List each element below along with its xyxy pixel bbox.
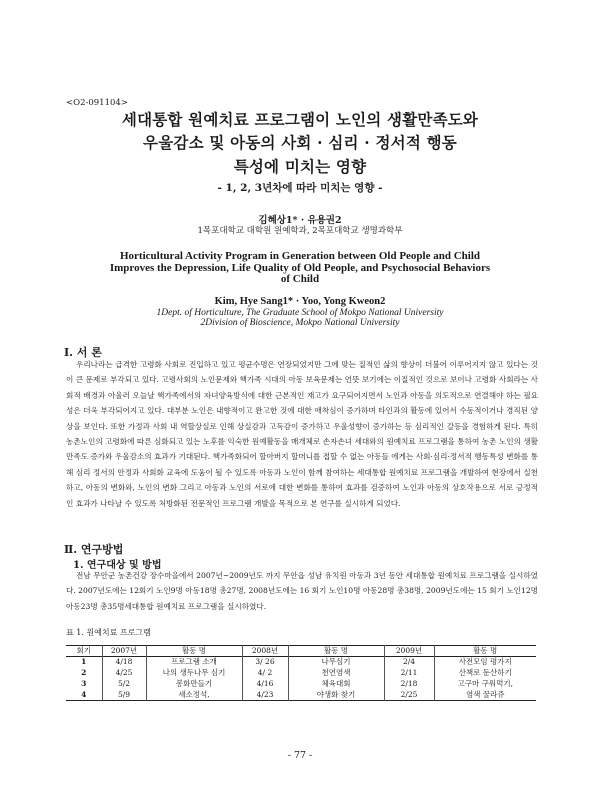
subsection-heading-subjects: 1. 연구대상 및 방법: [73, 560, 162, 571]
table-cell: 산책로 둔산하기: [434, 668, 536, 679]
authors-korean: 김혜상1* · 유용권2: [258, 215, 342, 226]
page-number: - 77 -: [287, 750, 313, 761]
table-cell: 봉화만들기: [146, 679, 242, 690]
title-korean-line-2: 우울감소 및 아동의 사회 · 심리 · 정서적 행동: [143, 133, 457, 152]
title-english-line-3: of Child: [280, 273, 320, 285]
title-english: [0, 251, 600, 286]
title-english-line-2: Improves the Depression, Life Quality of Old People, and Psychosocial Behaviors: [109, 261, 491, 274]
table-row: [66, 690, 536, 701]
program-table: [66, 645, 536, 701]
table-header-cell: 2009년: [384, 646, 434, 657]
title-korean-line-3: 특성에 미치는 영향: [233, 157, 367, 176]
table-header-row: [66, 646, 536, 657]
table-cell: 3: [81, 679, 87, 688]
table-cell: 2/25: [384, 690, 434, 701]
table-cell: 프로그램 소개: [146, 657, 242, 668]
table-cell: 2/18: [384, 679, 434, 690]
table-cell: 5/2: [102, 679, 146, 690]
table-cell: 천연염색: [288, 668, 384, 679]
table-row: [66, 668, 536, 679]
table-cell: 2/11: [384, 668, 434, 679]
table-header-cell: 2007년: [102, 646, 146, 657]
table-header-cell: 회기: [76, 646, 91, 655]
table-cell: 체육대회: [288, 679, 384, 690]
table-cell: 새소정석,: [146, 690, 242, 701]
table-cell: 나무심기: [288, 657, 384, 668]
table-cell: 1: [81, 657, 87, 667]
title-korean-line-1: 세대통합 원예치료 프로그램이 노인의 생활만족도와: [121, 110, 479, 129]
introduction-paragraph: 우리나라는 급격한 고령화 사회로 진입하고 있고 평균수명은 연장되었지만 그에 맞는 질적인 삶의 향상이 더불어 이루어지지 않고 있다는 것이 큰 문제로 부각되고 있다. 고령사회의 노인문제와 핵가족 시대의 아동 보육문제는 언뜻 보기에는 이질적인 것으로 보이나 고령화 사회라는 사회적 배경과 아울러 오늘날 핵가족에서의 자녀양육방식에 대한 근본적인 재고가 요구되어지면서 노인과 아동을 의도적으로 연결해야 하는 필요성은 더욱 부각되어지고 있다. 대부분 노인은 내향적이고 완고한 것에 대한 애착심이 증가하며 타인과의 활동에 있어서 수동적이거나 경직된 양상을 보인다. 또한 가정과 사회 내 역할상실로 인해 상실감과 고독감이 증가하고 우울성향이 증가하는 등 심리적인 갈등을 경험하게 된다. 특히 농촌노인의 고령화에 따른 심화되고 있는 노후를 익숙한 원예활동을 매개체로 손자손녀 세대와의 원예치료 프로그램을 통하여 농촌 노인의 생활만족도 증가와 우울감소의 효과가 기대된다. 핵가족화되어 할아버지 할머니를 접할 수 없는 아동들 에게는 사회·심리·정서적 행동특성 변화를 통해 심리 정서의 안정과 사회화 교육에 도움이 될 수 있도록 아동과 노인이 함께 참여하는 세대통합 원예치료 프로그램을 개발하여 현장에서 실천하고, 아동의 변화와, 노인의 변화 그리고 아동과 노인의 서로에 대한 변화를 통하여 효과를 검증하여 노인과 아동의 상호작용으로 서로 긍정적인 효과가 나타날 수 있도록 처방화된 전문적인 프로그램 개발을 목적으로 본 연구를 실시하게 되었다.: [66, 360, 538, 508]
table-row: [66, 679, 536, 690]
authors-english: Kim, Hye Sang1* · Yoo, Yong Kweon2: [214, 296, 386, 307]
table-cell: 3/ 26: [242, 657, 288, 668]
table-cell: 고구마 구워먹기,: [434, 679, 536, 690]
table-cell: 5/9: [102, 690, 146, 701]
methods-paragraph: 전남 무안군 농촌건강 장수마을에서 2007년~2009년도 까지 무안읍 성남 유치원 아동과 3년 동안 세대통합 원예치료 프로그램을 실시하였다. 2007년도에는 12회기 노인9명 아동18명 총27명, 2008년도에는 16 회기 노인10명 아동28명 총38명, 2009년도에는 15 회기 노인12명 아동23명 총35명세대통합 원예치료 프로그램을 실시하였다.: [66, 571, 538, 611]
affiliation-english-2: 2Division of Bioscience, Mokpo National University: [200, 318, 400, 328]
table-cell: 2/4: [384, 657, 434, 668]
table-cell: 야생화 찾기: [288, 690, 384, 701]
table-cell: 4/25: [102, 668, 146, 679]
paper-code: <O2-091104>: [66, 98, 128, 108]
table-cell: 나의 생두나무 심기: [146, 668, 242, 679]
table-caption: 표 1. 원예치료 프로그램: [66, 628, 151, 637]
title-english-line-1: Horticultural Activity Program in Generation between Old People and Child: [119, 250, 481, 262]
table-cell: 4: [81, 689, 87, 699]
subtitle-korean: - 1, 2, 3년차에 따라 미치는 영향 -: [217, 182, 383, 194]
table-header-cell: 활동 명: [146, 646, 242, 657]
table-header-cell: 활동 명: [288, 646, 384, 657]
table-row: [66, 657, 536, 668]
table-cell: 4/23: [242, 690, 288, 701]
affiliations-korean: 1목포대학교 대학원 원예학과, 2목포대학교 생명과학부: [197, 226, 403, 236]
section-heading-introduction: Ⅰ. 서 론: [64, 346, 102, 359]
section-heading-methods: Ⅱ. 연구방법: [64, 543, 124, 556]
table-cell: 사전모임 평가지: [434, 657, 536, 668]
table-cell: 2: [81, 668, 87, 677]
table-header-cell: 2008년: [242, 646, 288, 657]
affiliation-english-1: 1Dept. of Horticulture, The Graduate School of Mokpo National University: [156, 308, 444, 318]
table-header-cell: 활동 명: [434, 646, 536, 657]
table-cell: 4/ 2: [242, 668, 288, 679]
table-cell: 4/16: [242, 679, 288, 690]
table-cell: 4/18: [102, 657, 146, 668]
table-cell: 염색 꿀라쥬: [434, 690, 536, 701]
